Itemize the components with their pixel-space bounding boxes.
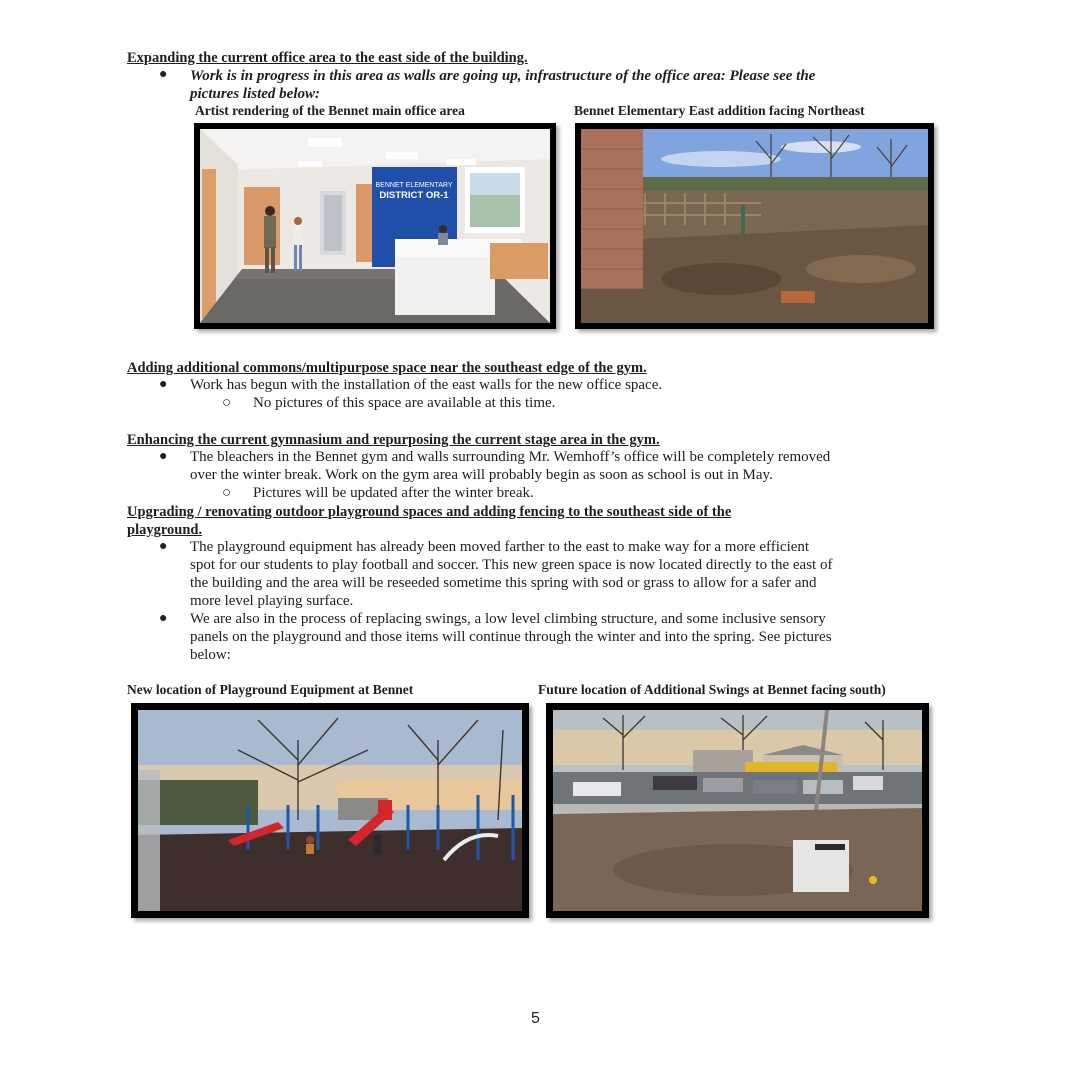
playground-bullet2-line-3: below: <box>190 647 231 663</box>
office-bullet-line-2: pictures listed below: <box>190 86 320 102</box>
caption-future-swings: Future location of Additional Swings at Bennet facing south) <box>538 682 886 697</box>
playground-equipment-image <box>131 703 529 918</box>
office-bullet-line-1: Work is in progress in this area as walls are going up, infrastructure of the office area: Please see the <box>190 68 816 84</box>
section-heading-commons: Adding additional commons/multipurpose space near the southeast edge of the gym. <box>127 360 647 376</box>
gym-bullet-line-2: over the winter break. Work on the gym area will probably begin as soon as school is out in May. <box>190 467 773 483</box>
playground-bullet2-line-2: panels on the playground and those items will continue through the winter and into the spring. See pictures <box>190 629 832 645</box>
section-heading-office-area: Expanding the current office area to the east side of the building. <box>127 50 528 66</box>
east-addition-construction-image <box>575 123 934 329</box>
section-heading-playground-line-1: Upgrading / renovating outdoor playground spaces and adding fencing to the southeast side of the <box>127 504 732 520</box>
page-number: 5 <box>531 1010 540 1027</box>
caption-office-rendering: Artist rendering of the Bennet main office area <box>195 103 465 118</box>
caption-playground-equipment: New location of Playground Equipment at Bennet <box>127 682 414 697</box>
commons-sub-bullet-text: No pictures of this space are available at this time. <box>253 395 556 411</box>
sub-bullet-icon: ○ <box>222 485 232 501</box>
gym-sub-bullet-text: Pictures will be updated after the winter break. <box>253 485 534 501</box>
sign-line-1: BENNET ELEMENTARY <box>375 182 453 189</box>
playground-bullet1-line-1: The playground equipment has already been moved farther to the east to make way for a more efficient <box>190 539 810 555</box>
bullet-icon: ● <box>159 539 168 554</box>
playground-bullet1-line-4: more level playing surface. <box>190 593 354 609</box>
playground-bullet2-line-1: We are also in the process of replacing swings, a low level climbing structure, and some inclusive sensory <box>190 611 826 627</box>
future-swings-location-image <box>546 703 929 918</box>
playground-bullet1-line-2: spot for our students to play football and soccer. This new green space is now located directly to the east of <box>190 557 833 573</box>
sub-bullet-icon: ○ <box>222 395 232 411</box>
commons-bullet-text: Work has begun with the installation of the east walls for the new office space. <box>190 377 663 393</box>
caption-east-addition: Bennet Elementary East addition facing Northeast <box>574 103 865 118</box>
gym-bullet-line-1: The bleachers in the Bennet gym and walls surrounding Mr. Wemhoff’s office will be completely removed <box>190 449 831 465</box>
bullet-icon: ● <box>159 611 168 626</box>
bullet-icon: ● <box>159 449 168 464</box>
playground-bullet1-line-3: the building and the area will be reseeded sometime this spring with sod or grass to allow for a safer and <box>190 575 817 591</box>
office-rendering-image <box>194 123 556 329</box>
section-heading-gymnasium: Enhancing the current gymnasium and repurposing the current stage area in the gym. <box>127 432 660 448</box>
section-heading-playground-line-2: playground. <box>127 522 203 538</box>
bullet-icon: ● <box>159 67 168 82</box>
bullet-icon: ● <box>159 377 168 392</box>
sign-line-2: DISTRICT OR-1 <box>379 190 449 201</box>
